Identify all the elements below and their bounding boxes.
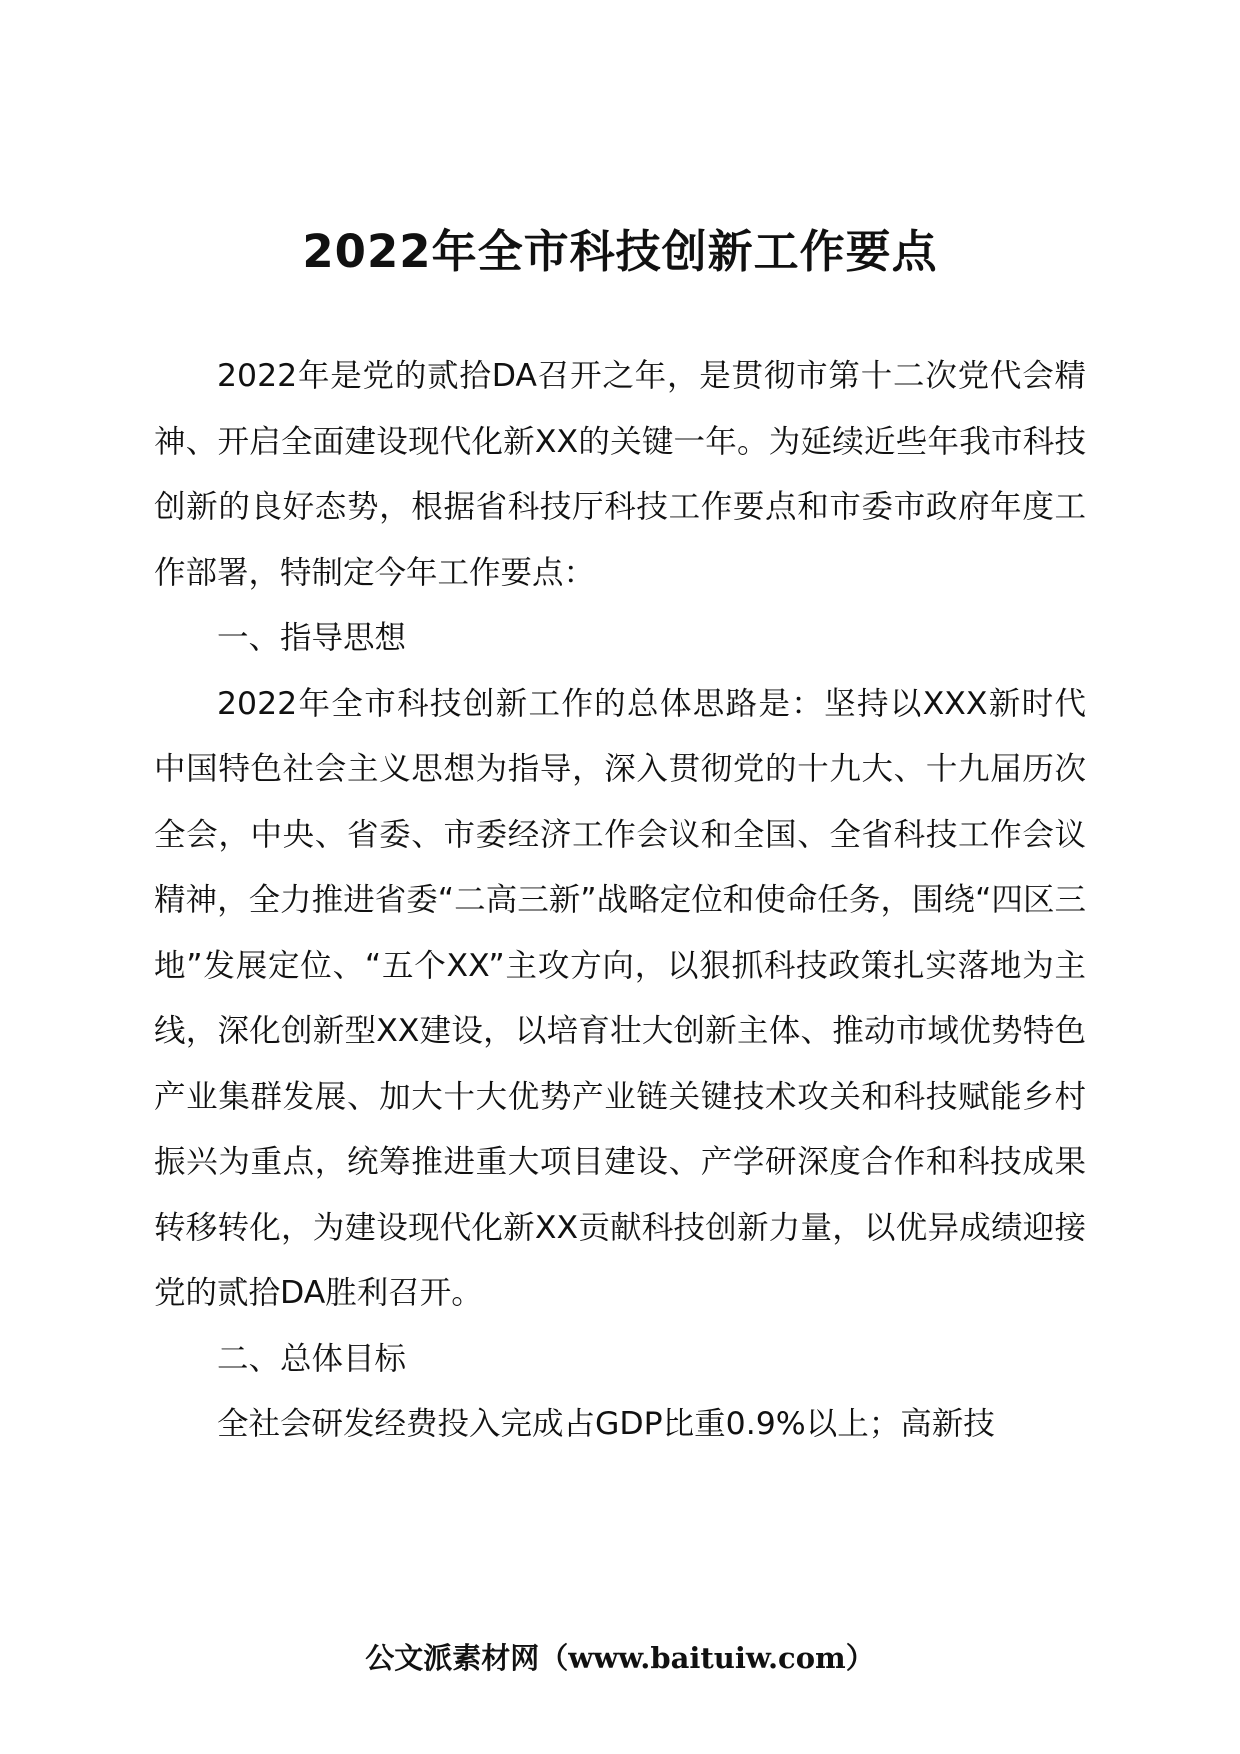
- intro-paragraph: 2022年是党的贰拾DA召开之年，是贯彻市第十二次党代会精神、开启全面建设现代化新XX的关键一年。为延续近些年我市科技创新的良好态势，根据省科技厅科技工作要点和市委市政府年度工作部署，特制定今年工作要点：: [154, 358, 1086, 591]
- overall-goals-paragraph: 全社会研发经费投入完成占GDP比重0.9%以上；高新技: [217, 1406, 995, 1442]
- document-body: [154, 344, 1086, 1458]
- section-heading-overall-goals: 二、总体目标: [217, 1340, 407, 1377]
- guiding-ideology-paragraph: 2022年全市科技创新工作的总体思路是：坚持以XXX新时代中国特色社会主义思想为指导，深入贯彻党的十九大、十九届历次全会，中央、省委、市委经济工作会议和全国、全省科技工作会议精神，全力推进省委“二高三新”战略定位和使命任务，围绕“四区三地”发展定位、“五个XX”主攻方向，以狠抓科技政策扎实落地为主线，深化创新型XX建设，以培育壮大创新主体、推动市域优势特色产业集群发展、加大十大优势产业链关键技术攻关和科技赋能乡村振兴为重点，统筹推进重大项目建设、产学研深度合作和科技成果转移转化，为建设现代化新XX贡献科技创新力量，以优异成绩迎接党的贰拾DA胜利召开。: [154, 685, 1086, 1311]
- footer-watermark: 公文派素材网（www.baituiw.com）: [365, 1641, 875, 1675]
- section-heading-guiding-ideology: 一、指导思想: [217, 620, 407, 656]
- document-title: 2022年全市科技创新工作要点: [302, 225, 938, 278]
